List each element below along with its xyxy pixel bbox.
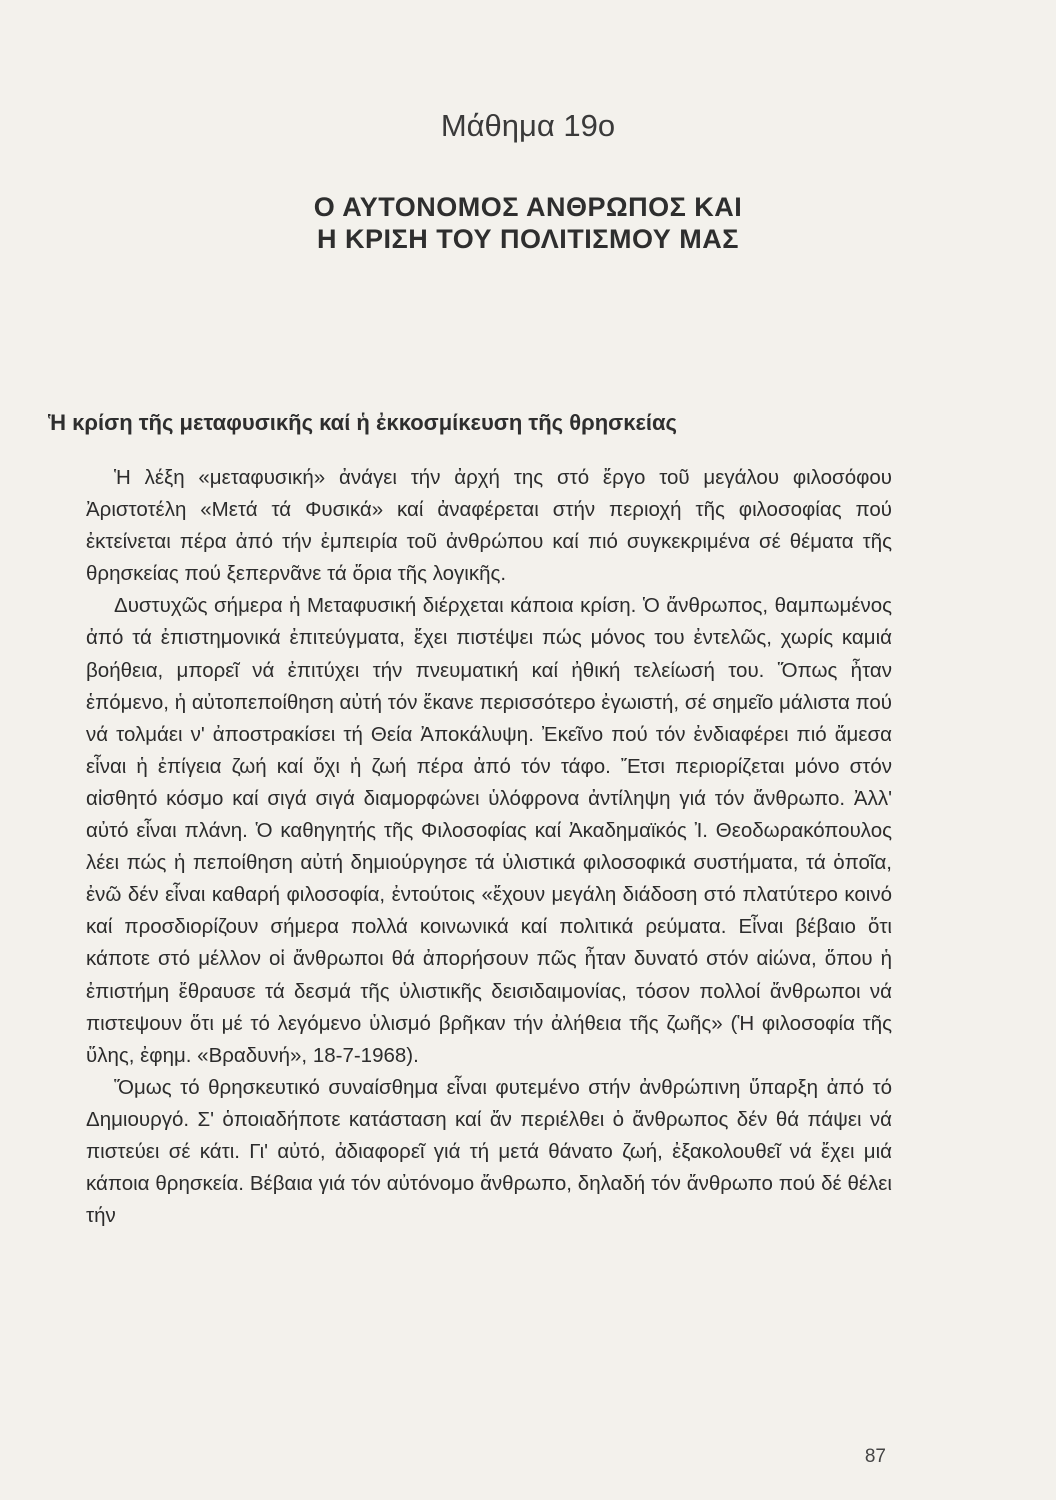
page-number: 87 <box>864 1446 886 1467</box>
section-heading: Ἡ κρίση τῆς μεταφυσικῆς καί ἡ ἐκκοσμίκευση τῆς θρησκείας <box>48 410 677 435</box>
paragraph: Ἡ λέξη «μεταφυσική» ἀνάγει τήν ἀρχή της στό ἔργο τοῦ μεγάλου φιλοσόφου Ἀριστοτέλη «Μετά τά Φυσικά» καί ἀναφέρεται στήν περιοχή τῆς φιλοσοφίας πού ἐκτείνεται πέρα ἀπό τήν ἐμπειρία τοῦ ἀνθρώπου καί πιό συγκεκριμένα σέ θέματα τῆς θρησκείας πού ξεπερνᾶνε τά ὅρια τῆς λογικῆς. <box>86 466 892 586</box>
lesson-label: Μάθημα 19ο <box>440 108 616 143</box>
paragraph: Ὅμως τό θρησκευτικό συναίσθημα εἶναι φυτεμένο στήν ἀνθρώπινη ὕπαρξη ἀπό τό Δημιουργό. Σ' ὁποιαδήποτε κατάσταση καί ἄν περιέλθει ὁ ἄνθρωπος δέν θά πάψει νά πιστεύει σέ κάτι. Γι' αὐτό, ἀδιαφορεῖ γιά τή μετά θάνατο ζωή, ἐξακολουθεῖ νά ἔχει μιά κάποια θρησκεία. Βέβαια γιά τόν αὐτόνομο ἄνθρωπο, δηλαδή τόν ἄνθρωπο πού δέ θέλει τήν <box>86 1075 892 1228</box>
paragraph: Δυστυχῶς σήμερα ἡ Μεταφυσική διέρχεται κάποια κρίση. Ὁ ἄνθρωπος, θαμπωμένος ἀπό τά ἐπιστημονικά ἐπιτεύγματα, ἔχει πιστέψει πώς μόνος του ἐντελῶς, χωρίς καμιά βοήθεια, μπορεῖ νά ἐπιτύχει τήν πνευματική καί ἠθική τελείωσή του. Ὅπως ἦταν ἑπόμενο, ἡ αὐτοπεποίθηση αὐτή τόν ἔκανε περισσότερο ἐγωιστή, σέ σημεῖο μάλιστα πού νά τολμάει ν' ἀποστρακίσει τή Θεία Ἀποκάλυψη. Ἐκεῖνο πού τόν ἐνδιαφέρει πιό ἄμεσα εἶναι ἡ ἐπίγεια ζωή καί ὄχι ἡ ζωή πέρα ἀπό τόν τάφο. Ἔτσι περιορίζεται μόνο στόν αἰσθητό κόσμο καί σιγά σιγά διαμορφώνει ὑλόφρονα ἀντίληψη γιά τόν ἄνθρωπο. Ἀλλ' αὐτό εἶναι πλάνη. Ὁ καθηγητής τῆς Φιλοσοφίας καί Ἀκαδημαϊκός Ἰ. Θεοδωρακόπουλος λέει πώς ἡ πεποίθηση αὐτή δημιούργησε τά ὑλιστικά φιλοσοφικά συστήματα, τά ὁποῖα, ἐνῶ δέν εἶναι καθαρή φιλοσοφία, ἐντούτοις «ἔχουν μεγάλη διάδοση στό πλατύτερο κοινό καί προσδιορίζουν σήμερα πολλά κοινωνικά καί πολιτικά ρεύματα. Εἶναι βέβαιο ὅτι κάποτε στό μέλλον οἱ ἄνθρωποι θά ἀπορήσουν πῶς ἦταν δυνατό στόν αἰώνα, ὅπου ἡ ἐπιστήμη ἔθραυσε τά δεσμά τῆς ὑλιστικῆς δεισιδαιμονίας, τόσον πολλοί ἄνθρωποι νά πιστεψουν ὅτι μέ τό λεγόμενο ὑλισμό βρῆκαν τήν ἀλήθεια τῆς ζωῆς» (Ἡ φιλοσοφία τῆς ὕλης, ἐφημ. «Βραδυνή», 18-7-1968). <box>86 594 892 1067</box>
chapter-title-line-1: Ο ΑΥΤΟΝΟΜΟΣ ΑΝΘΡΩΠΟΣ ΚΑΙ <box>313 192 743 222</box>
chapter-title-line-2: Η ΚΡΙΣΗ ΤΟΥ ΠΟΛΙΤΙΣΜΟΥ ΜΑΣ <box>317 223 739 254</box>
body-text <box>86 462 892 1232</box>
chapter-title <box>0 192 1056 256</box>
